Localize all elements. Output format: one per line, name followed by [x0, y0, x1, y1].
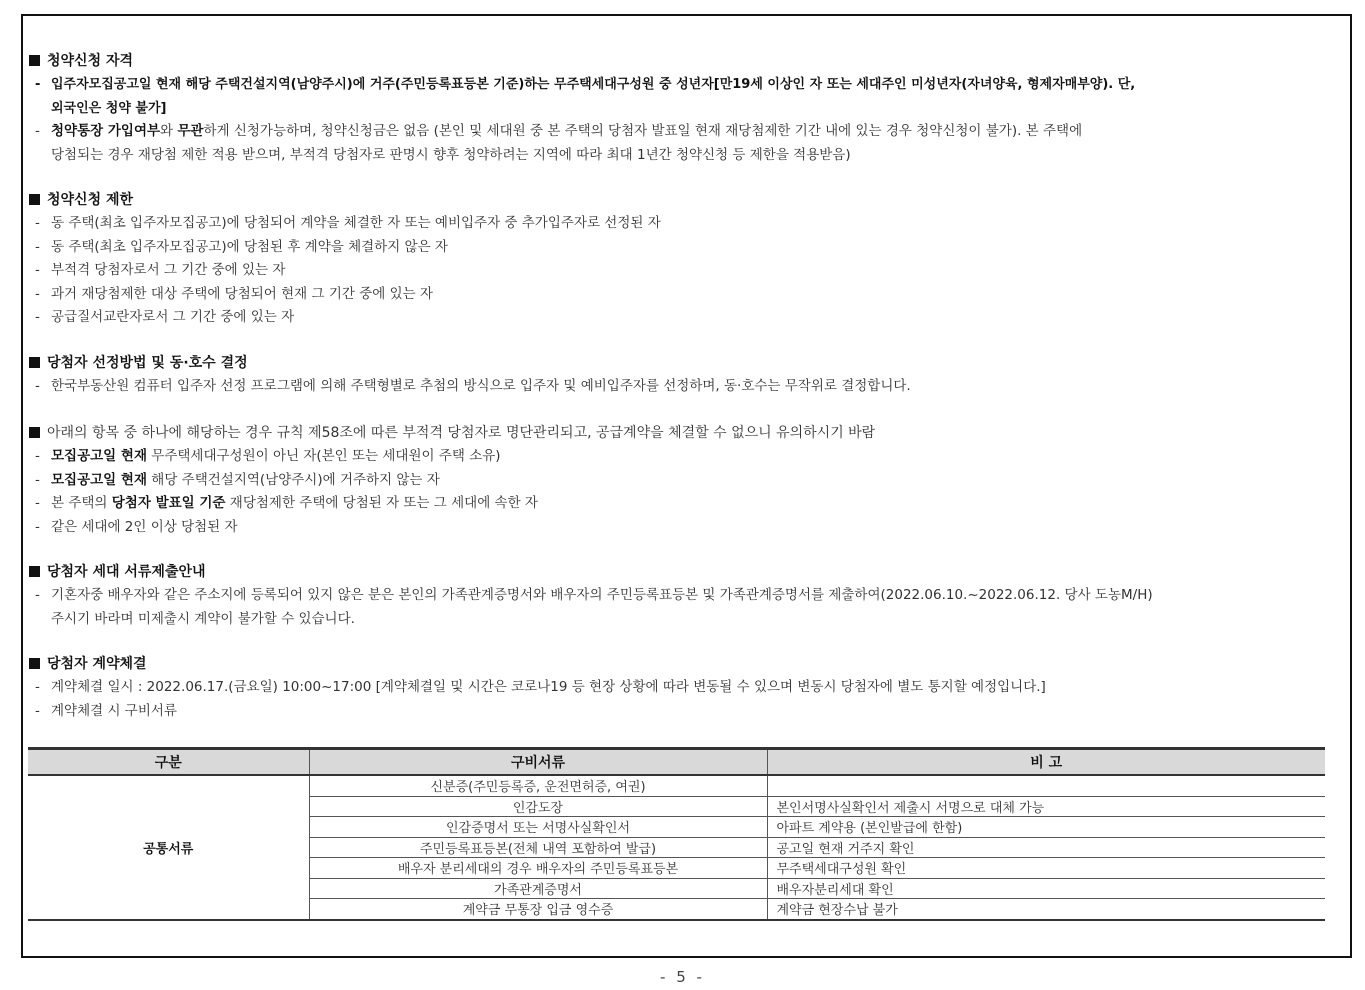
item-text: 부적격 당첨자로서 그 기간 중에 있는 자	[51, 262, 286, 278]
eligibility-line	[29, 97, 1347, 121]
list-item: - 계약체결 시 구비서류	[35, 702, 177, 719]
item-text: 주시기 바라며 미제출시 계약이 불가할 수 있습니다.	[51, 610, 355, 627]
item-text: 공급질서교란자로서 그 기간 중에 있는 자	[51, 309, 295, 325]
document-cell: 계약금 무통장 입금 영수증	[309, 899, 767, 920]
list-item: - 모집공고일 현재 해당 주택건설지역(남양주시)에 거주하지 않는 자	[35, 471, 440, 488]
square-bullet-icon	[29, 427, 40, 438]
square-bullet-icon	[29, 194, 40, 205]
bold-phrase: 청약통장 가입여부	[51, 123, 161, 139]
section-heading	[29, 352, 1347, 375]
square-bullet-icon	[29, 566, 40, 577]
list-item: - 동 주택(최초 입주자모집공고)에 당첨된 후 계약을 체결하지 않은 자	[35, 238, 448, 255]
page-content	[29, 50, 1347, 723]
heading-text: 당첨자 세대 서류제출안내	[47, 564, 206, 580]
list-item: - 과거 재당첨제한 대상 주택에 당첨되어 현재 그 기간 중에 있는 자	[35, 285, 433, 302]
note-cell: 계약금 현장수납 불가	[767, 899, 1325, 920]
document-cell: 인감도장	[309, 796, 767, 817]
document-cell: 주민등록표등본(전체 내역 포함하여 발급)	[309, 837, 767, 858]
eligibility-line: - 입주자모집공고일 현재 해당 주택건설지역(남양주시)에 거주(주민등록표등본 기준)하는 무주택세대구성원 중 성년자[만19세 이상인 자 또는 세대주인 미성년자(자녀양육, 형제자매부양). 단,	[35, 77, 1136, 92]
section-contract	[29, 653, 1347, 723]
column-header: 비 고	[767, 749, 1325, 776]
text-span: 하게 신청가능하며, 청약신청금은 없음 (본인 및 세대원 중 본 주택의 당첨자 발표일 현재 재당첨제한 기간 내에 있는 경우 청약신청이 불가). 본 주택에	[203, 123, 1083, 139]
list-item-continued	[29, 608, 1347, 632]
bold-phrase: 무관	[177, 123, 204, 139]
item-text: 기혼자중 배우자와 같은 주소지에 등록되어 있지 않은 분은 본인의 가족관계증명서와 배우자의 주민등록표등본 및 가족관계증명서를 제출하여(2022.06.10.~2022.06.12. 당사 도농M/H)	[51, 587, 1153, 603]
list-item: - 동 주택(최초 입주자모집공고)에 당첨되어 계약을 체결한 자 또는 예비입주자 중 추가입주자로 선정된 자	[35, 215, 661, 231]
document-cell: 가족관계증명서	[309, 878, 767, 899]
item-text: 계약체결 시 구비서류	[51, 702, 177, 719]
eligibility-line	[29, 144, 1347, 168]
item-text: 한국부동산원 컴퓨터 입주자 선정 프로그램에 의해 주택형별로 추첨의 방식으로 입주자 및 예비입주자를 선정하며, 동·호수는 무작위로 결정합니다.	[51, 377, 911, 394]
section-heading	[29, 653, 1347, 676]
eligibility-line: - 청약통장 가입여부와 무관하게 신청가능하며, 청약신청금은 없음 (본인 및 세대원 중 본 주택의 당첨자 발표일 현재 재당첨제한 기간 내에 있는 경우 청약신청이 불가). 본 주택에	[35, 123, 1083, 139]
bold-phrase: 모집공고일 현재	[51, 448, 147, 464]
text-span: 무주택세대구성원이 아닌 자(본인 또는 세대원이 주택 소유)	[147, 448, 501, 464]
list-item: - 공급질서교란자로서 그 기간 중에 있는 자	[35, 309, 295, 325]
required-documents-table	[28, 747, 1325, 921]
column-header: 구분	[28, 749, 309, 776]
bold-phrase: 모집공고일 현재	[51, 471, 147, 488]
heading-text: 당첨자 계약체결	[47, 656, 147, 672]
section-heading	[29, 422, 1347, 445]
section-restriction	[29, 189, 1347, 330]
square-bullet-icon	[29, 658, 40, 669]
table-header-row	[28, 749, 1325, 776]
note-cell: 무주택세대구성원 확인	[767, 858, 1325, 879]
table-row	[28, 775, 1325, 796]
item-text: 같은 세대에 2인 이상 당첨된 자	[51, 518, 238, 535]
heading-text: 아래의 항목 중 하나에 해당하는 경우 규칙 제58조에 따른 부적격 당첨자로 명단관리되고, 공급계약을 체결할 수 없으니 유의하시기 바람	[47, 425, 876, 441]
text-span: 해당 주택건설지역(남양주시)에 거주하지 않는 자	[147, 471, 440, 488]
group-cell: 공통서류	[28, 775, 309, 920]
note-cell: 배우자분리세대 확인	[767, 878, 1325, 899]
bold-phrase: 당첨자 발표일 기준	[111, 495, 226, 511]
section-eligibility	[29, 50, 1347, 167]
section-ineligible	[29, 422, 1347, 539]
list-item: - 계약체결 일시 : 2022.06.17.(금요일) 10:00~17:00 [계약체결일 및 시간은 코로나19 등 현장 상황에 따라 변동될 수 있으며 변동시 당첨자에 별도 통지할 예정입니다.]	[35, 679, 1046, 695]
text-span: 본 주택의	[51, 495, 112, 511]
note-cell	[767, 775, 1325, 796]
list-item: - 같은 세대에 2인 이상 당첨된 자	[35, 518, 238, 535]
document-cell: 인감증명서 또는 서명사실확인서	[309, 817, 767, 838]
item-text: 동 주택(최초 입주자모집공고)에 당첨되어 계약을 체결한 자 또는 예비입주자 중 추가입주자로 선정된 자	[51, 215, 661, 231]
heading-text: 청약신청 자격	[47, 53, 134, 69]
eligibility-text-1b: 외국인은 청약 불가]	[51, 100, 167, 116]
note-cell: 공고일 현재 거주지 확인	[767, 837, 1325, 858]
note-cell: 아파트 계약용 (본인발급에 한함)	[767, 817, 1325, 838]
list-item: - 모집공고일 현재 무주택세대구성원이 아닌 자(본인 또는 세대원이 주택 소유)	[35, 448, 501, 464]
item-text: 과거 재당첨제한 대상 주택에 당첨되어 현재 그 기간 중에 있는 자	[51, 285, 433, 302]
eligibility-text-1: 입주자모집공고일 현재 해당 주택건설지역(남양주시)에 거주(주민등록표등본 기준)하는 무주택세대구성원 중 성년자[만19세 이상인 자 또는 세대주인 미성년자(자녀양육, 형제자매부양). 단,	[51, 77, 1136, 92]
section-selection	[29, 352, 1347, 399]
section-heading	[29, 561, 1347, 584]
list-item: - 한국부동산원 컴퓨터 입주자 선정 프로그램에 의해 주택형별로 추첨의 방식으로 입주자 및 예비입주자를 선정하며, 동·호수는 무작위로 결정합니다.	[35, 377, 911, 394]
section-heading	[29, 50, 1347, 73]
eligibility-text-2b: 당첨되는 경우 재당첨 제한 적용 받으며, 부적격 당첨자로 판명시 향후 청약하려는 지역에 따라 최대 1년간 청약신청 등 제한을 적용받음)	[51, 146, 851, 163]
page-number: - 5 -	[660, 968, 705, 986]
text-span: 재당첨제한 주택에 당첨된 자 또는 그 세대에 속한 자	[225, 495, 538, 511]
section-documents	[29, 561, 1347, 631]
item-text: 동 주택(최초 입주자모집공고)에 당첨된 후 계약을 체결하지 않은 자	[51, 238, 448, 255]
text-span: 와	[160, 123, 178, 139]
page-frame	[21, 14, 1352, 958]
square-bullet-icon	[29, 357, 40, 368]
square-bullet-icon	[29, 55, 40, 66]
list-item: - 기혼자중 배우자와 같은 주소지에 등록되어 있지 않은 분은 본인의 가족관계증명서와 배우자의 주민등록표등본 및 가족관계증명서를 제출하여(2022.06.10.~2022.06.12. 당사 도농M/H)	[35, 587, 1153, 603]
section-heading	[29, 189, 1347, 212]
heading-text: 당첨자 선정방법 및 동·호수 결정	[47, 354, 248, 371]
document-cell: 신분증(주민등록증, 운전면허증, 여권)	[309, 775, 767, 796]
list-item: - 부적격 당첨자로서 그 기간 중에 있는 자	[35, 262, 286, 278]
column-header: 구비서류	[309, 749, 767, 776]
note-cell: 본인서명사실확인서 제출시 서명으로 대체 가능	[767, 796, 1325, 817]
heading-text: 청약신청 제한	[47, 192, 134, 208]
item-text: 계약체결 일시 : 2022.06.17.(금요일) 10:00~17:00 [계약체결일 및 시간은 코로나19 등 현장 상황에 따라 변동될 수 있으며 변동시 당첨자에 별도 통지할 예정입니다.]	[51, 679, 1046, 695]
list-item: - 본 주택의 당첨자 발표일 기준 재당첨제한 주택에 당첨된 자 또는 그 세대에 속한 자	[35, 495, 538, 511]
document-cell: 배우자 분리세대의 경우 배우자의 주민등록표등본	[309, 858, 767, 879]
